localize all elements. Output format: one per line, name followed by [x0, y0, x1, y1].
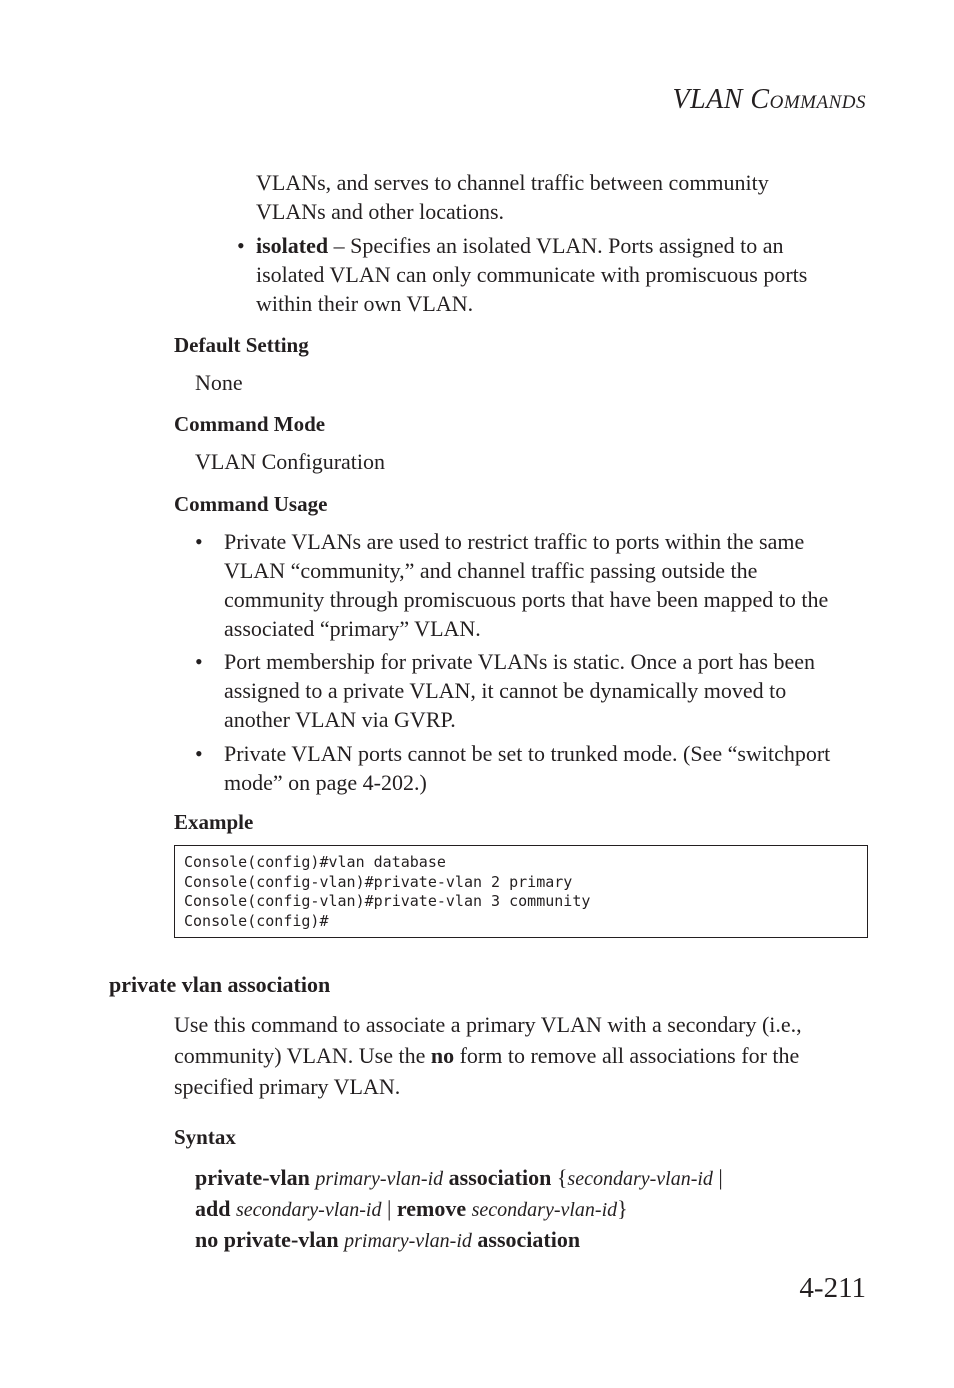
syntax-line-3	[195, 1225, 723, 1256]
syntax-heading: Syntax	[174, 1125, 236, 1149]
arg: primary-vlan-id	[344, 1230, 472, 1252]
isolated-term: isolated	[256, 233, 329, 258]
text-line: associated “primary” VLAN.	[224, 616, 481, 641]
running-head-v: V	[672, 84, 691, 115]
text-line: VLAN “community,” and channel traffic passing outside the	[224, 558, 758, 583]
text-line: community through promiscuous ports that have been mapped to the	[224, 587, 829, 612]
text-line: Private VLANs are used to restrict traffic to ports within the same	[224, 529, 805, 554]
pipe: |	[387, 1196, 392, 1221]
usage-item-2	[224, 647, 815, 734]
default-setting-heading: Default Setting	[174, 333, 309, 357]
isolated-item	[256, 231, 807, 318]
bullet-dot: •	[237, 233, 245, 258]
arg: secondary-vlan-id	[471, 1199, 618, 1221]
bullet-dot: •	[195, 741, 203, 766]
command-mode-heading: Command Mode	[174, 412, 326, 436]
command-usage-heading: Command Usage	[174, 492, 328, 516]
code-example	[174, 845, 868, 938]
code-line: Console(config)#vlan database	[184, 853, 446, 871]
kw: add	[195, 1196, 231, 1221]
text-line: VLANs, and serves to channel traffic between community	[256, 170, 769, 195]
kw: association	[477, 1227, 581, 1252]
code-line: Console(config-vlan)#private-vlan 3 community	[184, 892, 591, 910]
section-title: private vlan association	[109, 972, 331, 997]
bullet-dot: •	[195, 529, 203, 554]
text-span: form to remove all associations for the	[454, 1043, 800, 1068]
default-setting-value: None	[195, 370, 243, 395]
running-head	[672, 84, 866, 116]
syntax-line-1	[195, 1163, 723, 1194]
kw: remove	[396, 1196, 467, 1221]
example-heading: Example	[174, 810, 254, 834]
text-line: assigned to a private VLAN, it cannot be dynamically moved to	[224, 678, 787, 703]
syntax-block	[195, 1163, 723, 1256]
usage-item-1	[224, 527, 828, 643]
section-description	[174, 1009, 802, 1102]
text-line: another VLAN via GVRP.	[224, 707, 456, 732]
text-line: Port membership for private VLANs is static. Once a port has been	[224, 649, 816, 674]
isolated-desc: – Specifies an isolated VLAN. Ports assigned to an	[328, 233, 784, 258]
kw: no private-vlan	[195, 1227, 339, 1252]
usage-item-3	[224, 739, 830, 797]
syntax-line-2	[195, 1194, 723, 1225]
community-continuation	[256, 168, 769, 226]
brace: }	[617, 1196, 628, 1221]
text-line: Use this command to associate a primary VLAN with a secondary (i.e.,	[174, 1012, 802, 1037]
text-line: specified primary VLAN.	[174, 1074, 401, 1099]
text-line: isolated VLAN can only communicate with promiscuous ports	[256, 262, 808, 287]
brace: {	[556, 1165, 568, 1190]
arg: secondary-vlan-id	[235, 1199, 382, 1221]
text-line: mode” on page 4-202.)	[224, 770, 427, 795]
kw: private-vlan	[195, 1165, 310, 1190]
page-number: 4-211	[799, 1272, 866, 1304]
command-mode-value: VLAN Configuration	[195, 449, 386, 474]
bullet-dot: •	[195, 649, 203, 674]
arg: secondary-vlan-id	[567, 1168, 713, 1190]
text-line: Private VLAN ports cannot be set to trunked mode. (See “switchport	[224, 741, 831, 766]
no-keyword: no	[430, 1043, 455, 1068]
pipe: |	[712, 1165, 723, 1190]
arg: primary-vlan-id	[315, 1168, 444, 1190]
code-line: Console(config)#	[184, 911, 329, 930]
text-line: VLANs and other locations.	[256, 199, 505, 224]
kw: association	[448, 1165, 552, 1190]
running-head-rest: OMMANDS	[769, 92, 866, 113]
running-head-c: C	[750, 84, 770, 115]
text-span: community) VLAN. Use the	[174, 1043, 431, 1068]
running-head-lan: LAN	[690, 84, 751, 115]
text-line: within their own VLAN.	[256, 291, 474, 316]
code-line: Console(config-vlan)#private-vlan 2 primary	[184, 872, 573, 891]
